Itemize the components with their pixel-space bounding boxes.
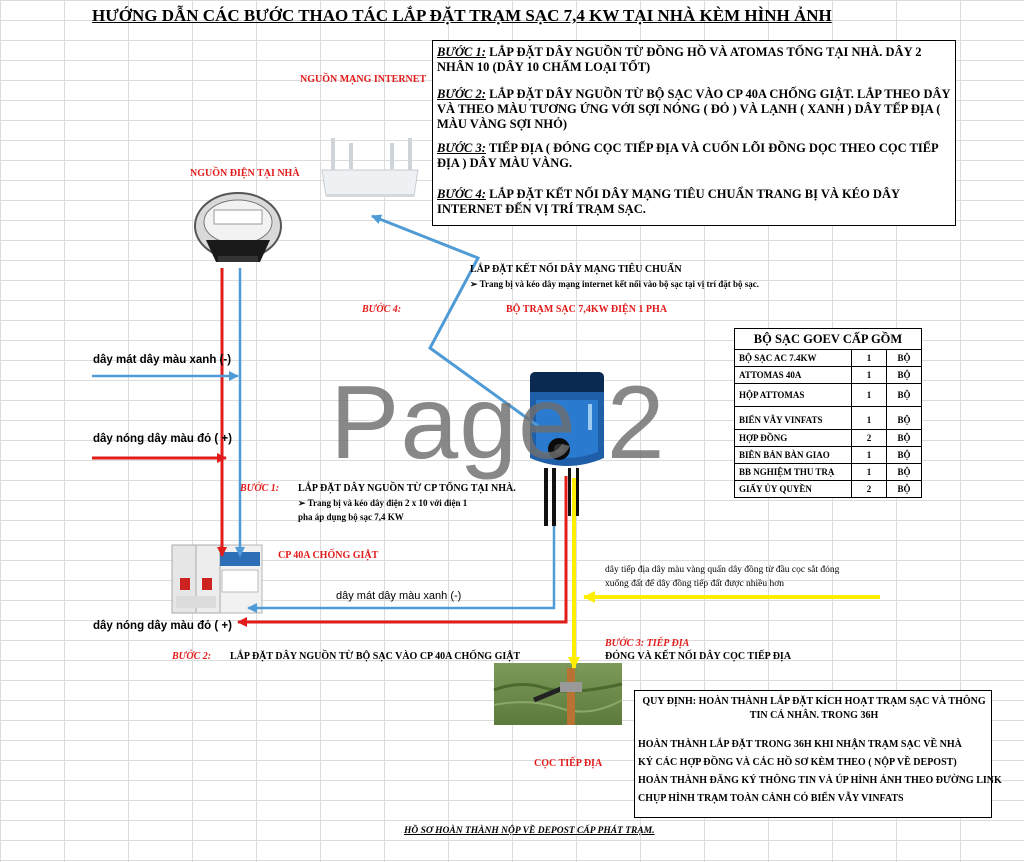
charger-label: BỘ TRẠM SẠC 7,4KW ĐIỆN 1 PHA (506, 304, 668, 315)
network-desc: ➢ Trang bị và kéo dây mạng internet kết nối vào bộ sạc tại vị trí đặt bộ sạc. (470, 279, 759, 289)
ground-desc-2: xuống đất để dây đồng tiếp đất được nhiều hơn (605, 579, 785, 589)
table-row: ATTOMAS 40A 1 BỘ (735, 367, 921, 384)
kit-table (734, 328, 922, 498)
step3-diagram-label: BƯỚC 3: TIẾP ĐỊA (605, 638, 690, 649)
step-1: BƯỚC 1: LẮP ĐẶT DÂY NGUỒN TỪ ĐỒNG HỒ VÀ ATOMAS TỔNG TẠI NHÀ. DÂY 2 NHÂN 10 (DÂY 10 CHẤM LOẠI TỐT) (437, 45, 922, 74)
page-watermark: Page 2 (330, 365, 666, 481)
rules-item: CHỤP HÌNH TRẠM TOÀN CẢNH CÓ BIỂN VẪY VINFATS (638, 793, 904, 804)
rules-item: HOÀN THÀNH ĐĂNG KÝ THÔNG TIN VÀ ÚP HÌNH ẢNH THEO ĐƯỜNG LINK (638, 775, 1002, 786)
step1-diagram-label: BƯỚC 1: (240, 483, 280, 494)
step-3: BƯỚC 3: TIẾP ĐỊA ( ĐÓNG CỌC TIẾP ĐỊA VÀ CUỐN LÕI ĐỒNG DỌC THEO CỌC TIẾP ĐỊA ) DÂY MÀU VÀNG. (437, 141, 938, 170)
ground-rod-photo (494, 663, 622, 725)
step2-diagram-label: BƯỚC 2: (172, 651, 212, 662)
rules-item: KÝ CÁC HỢP ĐỒNG VÀ CÁC HỒ SƠ KÈM THEO ( NỘP VỀ DEPOST) (638, 757, 957, 768)
hot-wire-label-bottom: dây nóng dây màu đỏ ( +) (93, 620, 232, 632)
step2-diagram-desc: LẮP ĐẶT DÂY NGUỒN TỪ BỘ SẠC VÀO CP 40A CHỐNG GIẬT (230, 651, 521, 662)
circuit-breaker-icon (172, 545, 262, 613)
neutral-wire-label-top: dây mát dây màu xanh (-) (93, 354, 232, 366)
step-2: BƯỚC 2: LẮP ĐẶT DÂY NGUỒN TỪ BỘ SẠC VÀO CP 40A CHỐNG GIẬT. LẮP THEO DÂY VÀ THEO MÀU TƯƠNG ỨNG VỚI SỢI NÓNG ( ĐỎ ) VÀ LẠNH ( XANH ) DÂY TẾP ĐỊA ( MÀU VÀNG SỢI NHỎ) (437, 87, 951, 131)
ground-desc-1: dây tiếp địa dây màu vàng quấn dây đồng từ đầu cọc sắt đóng (605, 565, 840, 575)
neutral-wire-label-mid: dây mát dây màu xanh (-) (336, 590, 462, 602)
step4-diagram-label: BƯỚC 4: (362, 304, 402, 315)
step-4: BƯỚC 4: LẮP ĐẶT KẾT NỐI DÂY MẠNG TIÊU CHUẨN TRANG BỊ VÀ KÉO DÂY INTERNET ĐẾN VỊ TRÍ TRẠM SẠC. (437, 187, 900, 216)
electric-meter-icon (195, 193, 281, 262)
page-title: HƯỚNG DẪN CÁC BƯỚC THAO TÁC LẮP ĐẶT TRẠM SẠC 7,4 KW TẠI NHÀ KÈM HÌNH ẢNH (92, 6, 832, 25)
table-row: HỢP ĐỒNG 2 BỘ (735, 430, 921, 447)
power-source-label: NGUỒN ĐIỆN TẠI NHÀ (190, 168, 300, 179)
rules-box (634, 690, 1002, 818)
hot-wire-label-top: dây nóng dây màu đỏ ( +) (93, 433, 232, 445)
table-row: HỘP ATTOMAS 1 BỘ (735, 384, 921, 407)
rules-item: HOÀN THÀNH LẮP ĐẶT TRONG 36H KHI NHẬN TRẠM SẠC VỀ NHÀ (638, 739, 962, 750)
table-row: BIỂN VẪY VINFATS 1 BỘ (735, 407, 921, 430)
step3-diagram-desc: ĐÓNG VÀ KẾT NỐI DÂY CỌC TIẾP ĐỊA (605, 651, 792, 662)
table-row: BỘ SẠC AC 7.4KW 1 BỘ (735, 350, 921, 367)
footer-note: HỒ SƠ HOÀN THÀNH NỘP VỀ DEPOST CẤP PHÁT TRẠM. (404, 826, 655, 836)
internet-source-label: NGUỒN MẠNG INTERNET (300, 74, 427, 85)
step1-diagram-title: LẮP ĐẶT DÂY NGUỒN TỪ CP TỔNG TẠI NHÀ. (298, 483, 516, 494)
table-row: GIẤY ỦY QUYỀN 2 BỘ (735, 481, 921, 497)
cp40a-label: CP 40A CHỐNG GIẬT (278, 550, 379, 561)
router-icon (322, 138, 418, 197)
rules-heading: QUY ĐỊNH: HOÀN THÀNH LẮP ĐẶT KÍCH HOẠT TRẠM SẠC VÀ THÔNG TIN CÁ NHÂN. TRONG 36H (642, 696, 986, 721)
ground-rod-label: CỌC TIẾP ĐỊA (534, 758, 603, 769)
table-row: BB NGHIỆM THU TRẠ 1 BỘ (735, 464, 921, 481)
step1-diagram-desc-2: pha áp dụng bộ sạc 7,4 KW (298, 512, 404, 522)
step1-diagram-desc-1: ➢ Trang bị và kéo dây điện 2 x 10 với điện 1 (298, 498, 468, 508)
table-row: BIÊN BẢN BÀN GIAO 1 BỘ (735, 447, 921, 464)
network-title: LẮP ĐẶT KẾT NỐI DÂY MẠNG TIÊU CHUẨN (470, 264, 682, 275)
kit-title: BỘ SẠC GOEV CẤP GỒM (735, 329, 921, 350)
